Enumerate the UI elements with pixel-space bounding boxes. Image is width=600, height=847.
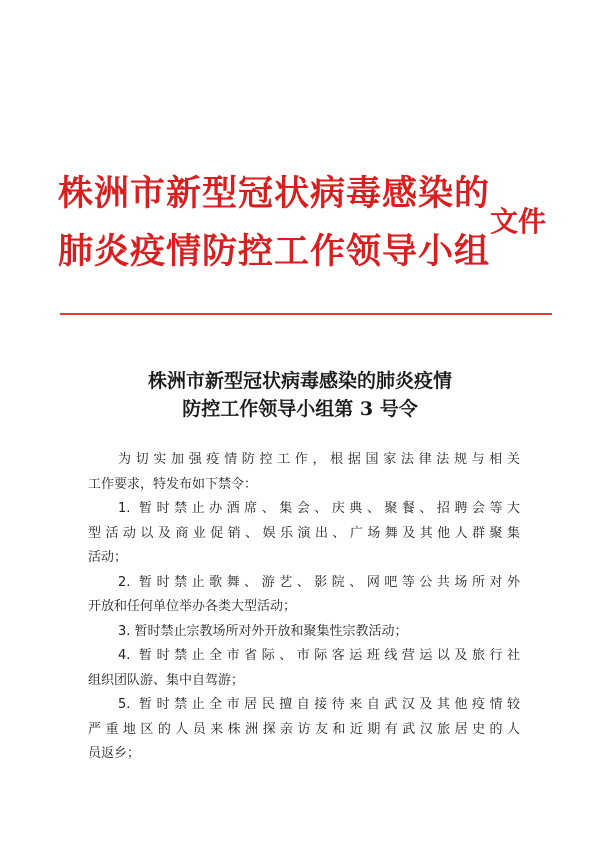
body-line: 5. 暂时禁止全市居民擅自接待来自武汉及其他疫情较 — [118, 697, 520, 712]
red-divider-rule — [60, 313, 552, 315]
body-line: 组织团队游、集中自驾游； — [88, 672, 245, 688]
body-line: 为切实加强疫情防控工作，根据国家法律法规与相关 — [118, 452, 520, 467]
body-line: 工作要求，特发布如下禁令： — [88, 476, 258, 492]
header-document-suffix: 文件 — [490, 205, 547, 238]
body-line: 活动； — [88, 550, 128, 565]
body-line: 严重地区的人员来株洲探亲访友和近期有武汉旅居史的人 — [88, 721, 520, 737]
document-body — [88, 448, 520, 767]
document-title-line-1: 株洲市新型冠状病毒感染的肺炎疫情 — [147, 370, 452, 392]
body-line: 4. 暂时禁止全市省际、市际客运班线营运以及旅行社 — [118, 648, 520, 663]
document-title-line-2: 防控工作领导小组第 3 号令 — [182, 398, 418, 420]
body-line: 3. 暂时禁止宗教场所对外开放和聚集性宗教活动； — [118, 623, 408, 639]
body-line: 开放和任何单位举办各类大型活动； — [88, 599, 297, 614]
body-line: 2. 暂时禁止歌舞、游艺、影院、网吧等公共场所对外 — [118, 574, 520, 590]
body-line: 1. 暂时禁止办酒席、集会、庆典、聚餐、招聘会等大 — [118, 501, 520, 516]
header-org-line-1: 株洲市新型冠状病毒感染的 — [58, 173, 491, 214]
body-line: 型活动以及商业促销、娱乐演出、广场舞及其他人群聚集 — [88, 525, 520, 541]
red-header — [58, 166, 558, 286]
body-line: 员返乡； — [88, 746, 141, 761]
header-org-line-2: 肺炎疫情防控工作领导小组 — [58, 231, 491, 272]
